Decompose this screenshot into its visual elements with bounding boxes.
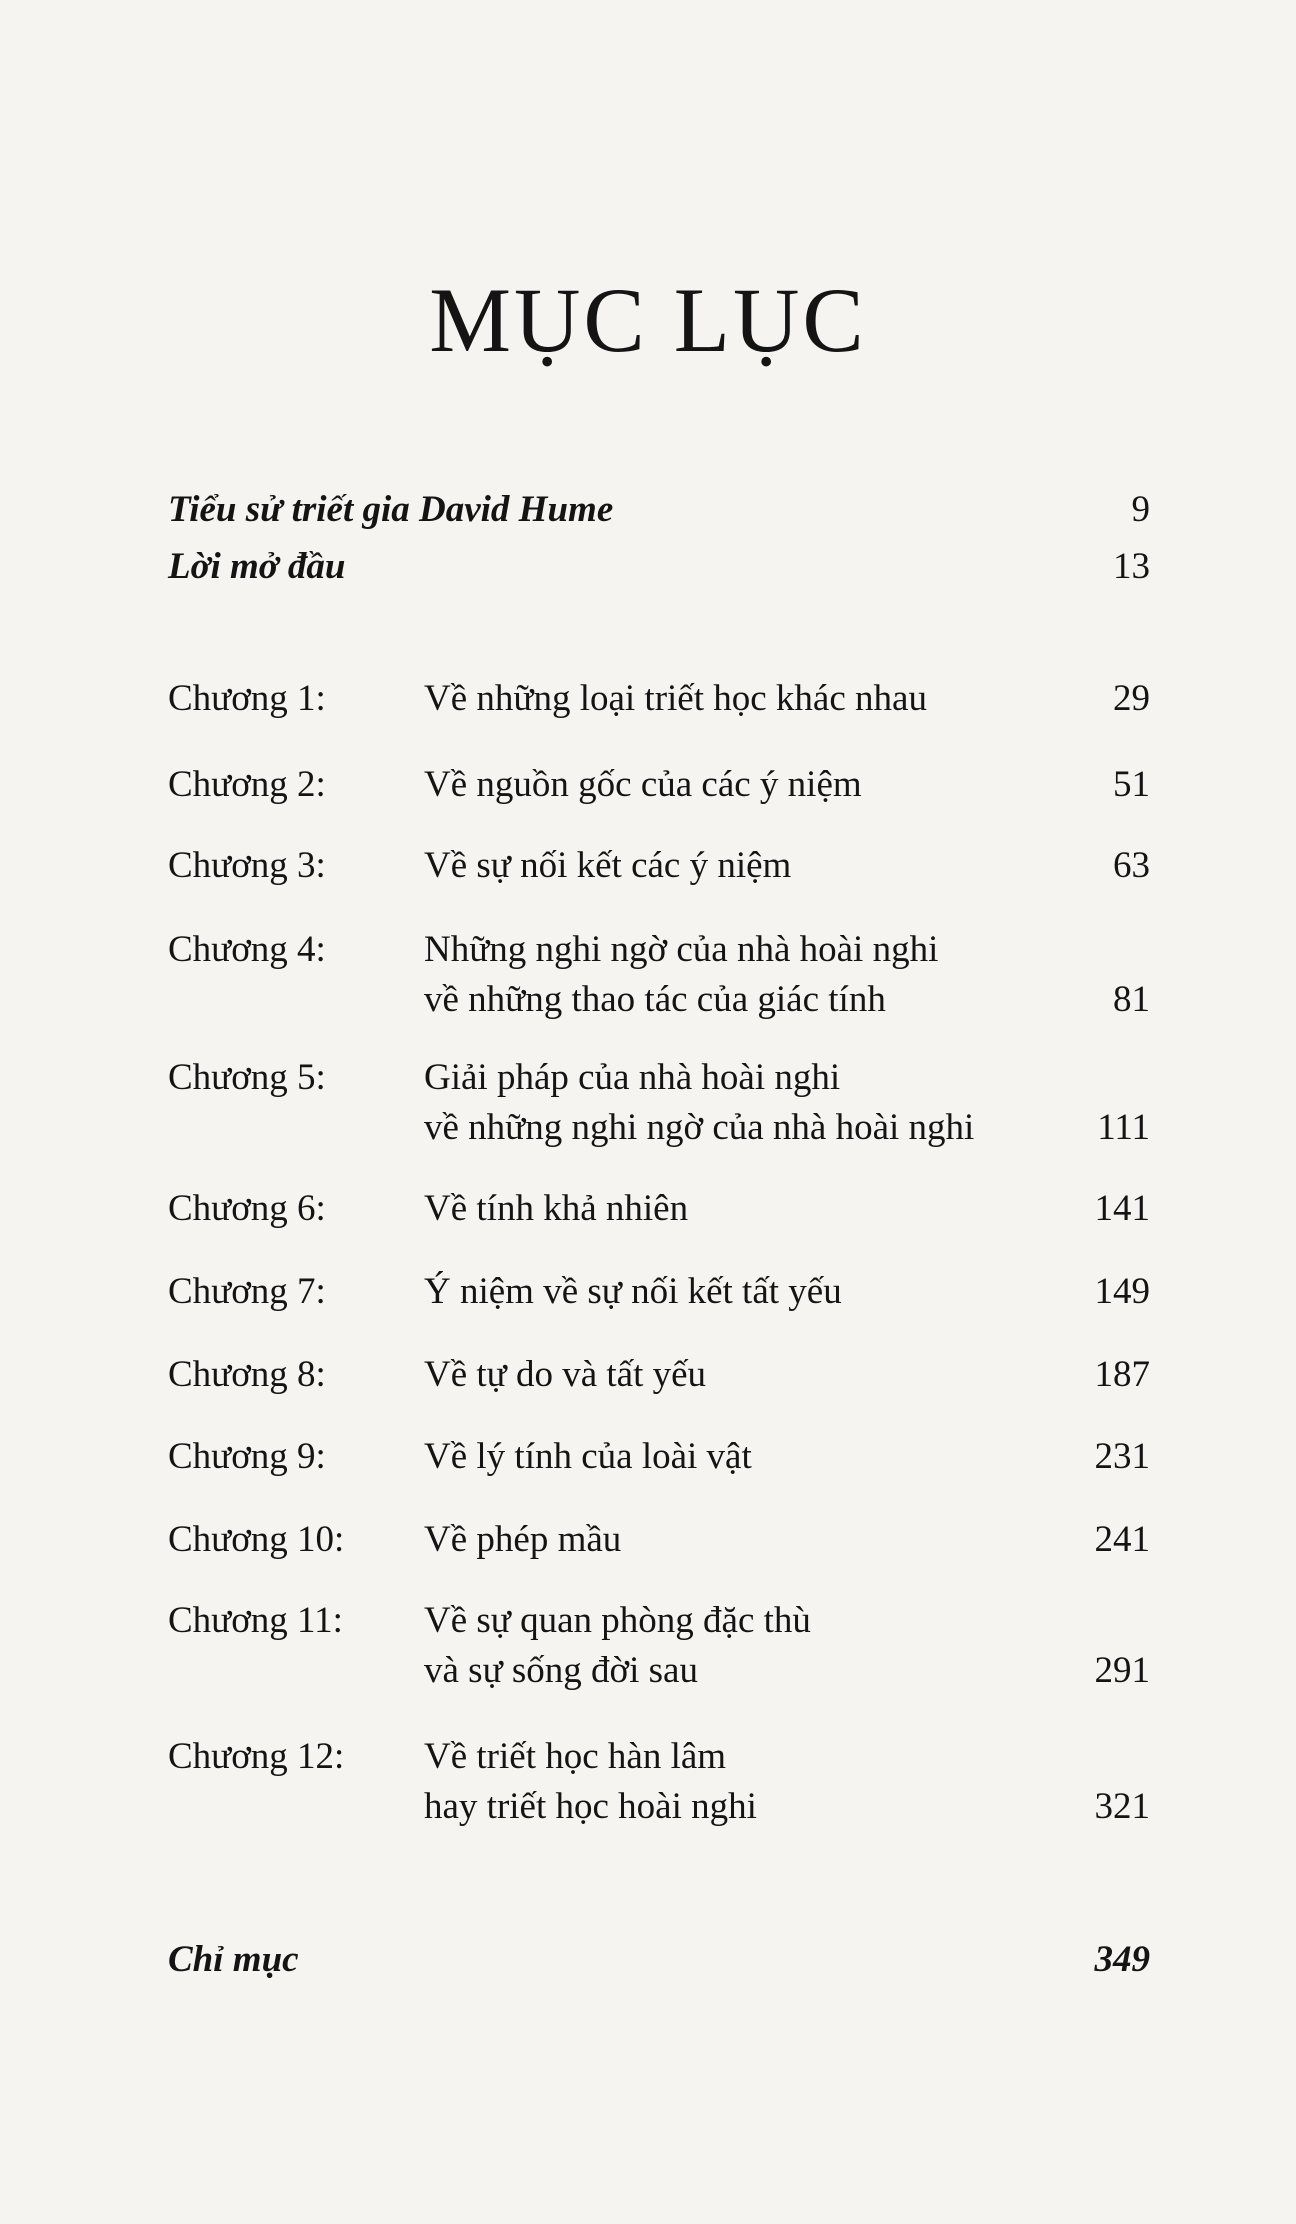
chapter-title-line: Về sự nối kết các ý niệm (424, 845, 792, 886)
entry-page: 9 (1131, 489, 1150, 530)
chapter-title (424, 1596, 811, 1696)
chapter-title (424, 841, 791, 891)
entry-page: 349 (1094, 1939, 1150, 1980)
chapter-title (424, 760, 862, 810)
chapter-title-line: Ý niệm về sự nối kết tất yếu (424, 1271, 842, 1312)
chapter-label: Chương 10: (168, 1519, 345, 1560)
chapter-label: Chương 1: (168, 678, 326, 719)
chapter-label: Chương 7: (168, 1271, 326, 1312)
chapter-title (424, 1432, 752, 1482)
chapter-page: 291 (1094, 1650, 1150, 1691)
chapter-title-line: Về lý tính của loài vật (424, 1436, 752, 1477)
chapter-title-line: về những nghi ngờ của nhà hoài nghi (424, 1107, 975, 1148)
chapter-page: 111 (1097, 1107, 1150, 1148)
chapter-title-line: Về những loại triết học khác nhau (424, 678, 927, 719)
chapter-label: Chương 5: (168, 1057, 326, 1098)
chapter-page: 231 (1094, 1436, 1150, 1477)
chapter-page: 29 (1113, 678, 1150, 719)
chapter-label: Chương 6: (168, 1188, 326, 1229)
chapter-page: 63 (1113, 845, 1150, 886)
chapter-page: 241 (1094, 1519, 1150, 1560)
entry-label: Tiểu sử triết gia David Hume (168, 489, 614, 530)
chapter-label: Chương 2: (168, 764, 326, 805)
chapter-label: Chương 11: (168, 1600, 343, 1641)
chapter-page: 51 (1113, 764, 1150, 805)
chapter-title-line: Về tính khả nhiên (424, 1188, 689, 1229)
chapter-title-line: Về nguồn gốc của các ý niệm (424, 764, 862, 805)
chapter-title (424, 1267, 842, 1317)
entry-page: 13 (1113, 546, 1150, 587)
chapter-page: 187 (1094, 1354, 1150, 1395)
entry-label: Chỉ mục (168, 1939, 299, 1980)
chapter-title-line: về những thao tác của giác tính (424, 979, 886, 1020)
chapter-title-line: Về sự quan phòng đặc thù (424, 1600, 811, 1641)
chapter-page: 141 (1094, 1188, 1150, 1229)
chapter-title-line: Về tự do và tất yếu (424, 1354, 707, 1395)
chapter-label: Chương 4: (168, 929, 326, 970)
chapter-label: Chương 12: (168, 1736, 345, 1777)
chapter-page: 321 (1094, 1786, 1150, 1827)
chapter-title-line: Về triết học hàn lâm (424, 1736, 727, 1777)
page-title: MỤC LỤC (429, 269, 867, 371)
chapter-title (424, 674, 927, 724)
entry-label: Lời mở đầu (168, 546, 346, 587)
chapter-title-line: Giải pháp của nhà hoài nghi (424, 1057, 841, 1098)
chapter-label: Chương 3: (168, 845, 326, 886)
chapter-page: 149 (1094, 1271, 1150, 1312)
chapter-title-line: và sự sống đời sau (424, 1650, 698, 1691)
chapter-title-line: Những nghi ngờ của nhà hoài nghi (424, 929, 939, 970)
chapter-label: Chương 9: (168, 1436, 326, 1477)
chapter-title (424, 1732, 757, 1832)
chapter-title (424, 925, 938, 1025)
chapter-label: Chương 8: (168, 1354, 326, 1395)
chapter-title-line: hay triết học hoài nghi (424, 1786, 757, 1827)
chapter-title (424, 1184, 688, 1234)
chapter-title (424, 1053, 974, 1153)
chapter-title-line: Về phép mầu (424, 1519, 622, 1560)
chapter-title (424, 1350, 706, 1400)
chapter-title (424, 1515, 621, 1565)
chapter-page: 81 (1113, 979, 1150, 1020)
